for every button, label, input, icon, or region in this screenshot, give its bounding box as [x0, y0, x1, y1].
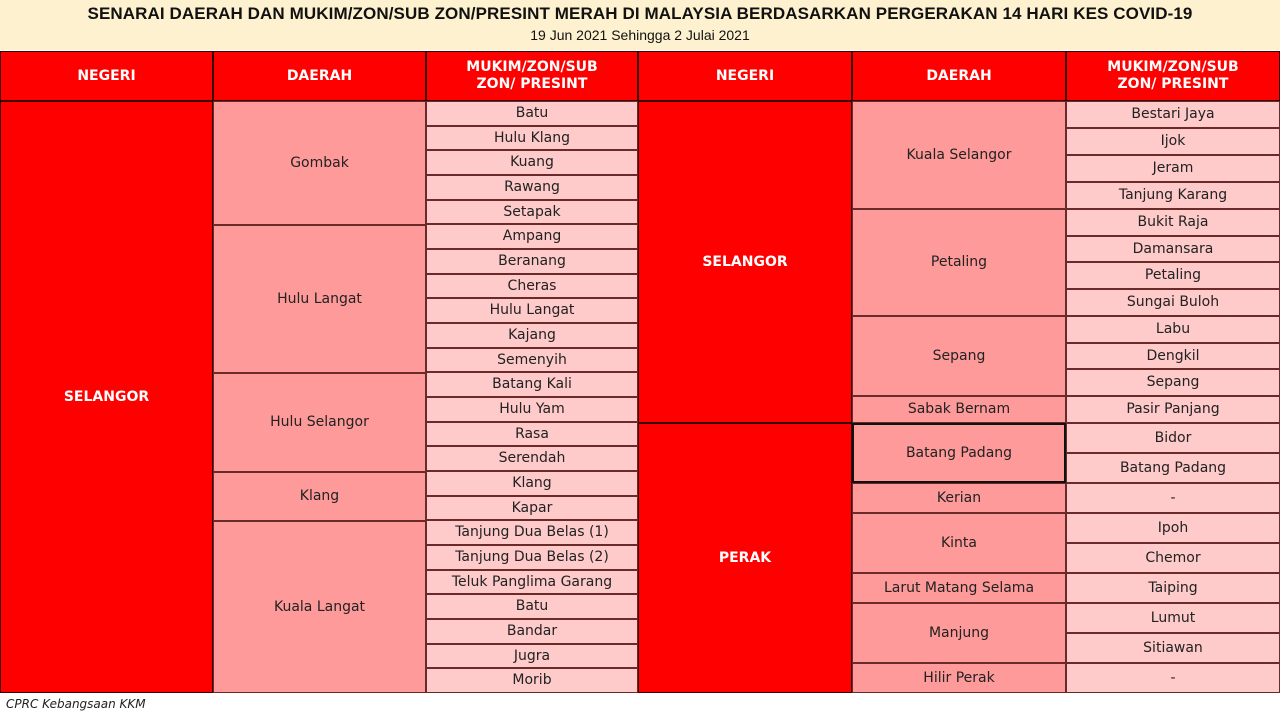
- mukim-cell: Sitiawan: [1066, 633, 1280, 663]
- mukim-cell: Hulu Langat: [426, 298, 638, 323]
- mukim-cell: Jeram: [1066, 155, 1280, 182]
- mukim-cell: Ampang: [426, 224, 638, 249]
- daerah-cell-klang: Klang: [213, 472, 426, 521]
- header-mukim-right: MUKIM/ZON/SUB ZON/ PRESINT: [1066, 51, 1280, 101]
- mukim-cell: Batang Kali: [426, 372, 638, 397]
- mukim-cell: Beranang: [426, 249, 638, 274]
- mukim-cell: Tanjung Karang: [1066, 182, 1280, 209]
- header-mukim-left: MUKIM/ZON/SUB ZON/ PRESINT: [426, 51, 638, 101]
- daerah-cell-kuala-selangor: Kuala Selangor: [852, 101, 1066, 209]
- mukim-cell: Labu: [1066, 316, 1280, 343]
- mukim-cell: Hulu Yam: [426, 397, 638, 422]
- daerah-cell-sabak-bernam: Sabak Bernam: [852, 396, 1066, 423]
- daerah-cell-sepang: Sepang: [852, 316, 1066, 396]
- mukim-cell: Sepang: [1066, 369, 1280, 396]
- daerah-cell-kuala-langat: Kuala Langat: [213, 521, 426, 693]
- header-daerah-left: DAERAH: [213, 51, 426, 101]
- page-subtitle: 19 Jun 2021 Sehingga 2 Julai 2021: [530, 27, 750, 43]
- mukim-cell: Morib: [426, 668, 638, 693]
- mukim-cell: Rasa: [426, 422, 638, 446]
- mukim-cell: Serendah: [426, 446, 638, 471]
- daerah-cell-petaling: Petaling: [852, 209, 1066, 316]
- mukim-cell: Pasir Panjang: [1066, 396, 1280, 423]
- mukim-cell: Bandar: [426, 619, 638, 644]
- mukim-cell: Petaling: [1066, 262, 1280, 289]
- mukim-cell: Tanjung Dua Belas (2): [426, 545, 638, 570]
- mukim-cell: Kapar: [426, 496, 638, 520]
- daerah-cell-hilir-perak: Hilir Perak: [852, 663, 1066, 693]
- mukim-cell: Taiping: [1066, 573, 1280, 603]
- mukim-cell: Kuang: [426, 150, 638, 175]
- mukim-cell: Chemor: [1066, 543, 1280, 573]
- mukim-cell: Batu: [426, 594, 638, 619]
- mukim-cell: Jugra: [426, 644, 638, 668]
- negeri-cell-selangor-right: SELANGOR: [638, 101, 852, 423]
- daerah-cell-larut-matang-selama: Larut Matang Selama: [852, 573, 1066, 603]
- mukim-cell: Bestari Jaya: [1066, 101, 1280, 128]
- header-daerah-right: DAERAH: [852, 51, 1066, 101]
- mukim-cell: Batu: [426, 101, 638, 126]
- mukim-cell: Teluk Panglima Garang: [426, 570, 638, 594]
- negeri-cell-selangor-left: SELANGOR: [0, 101, 213, 693]
- mukim-cell: -: [1066, 483, 1280, 513]
- mukim-cell: Tanjung Dua Belas (1): [426, 520, 638, 545]
- mukim-cell: Bidor: [1066, 423, 1280, 453]
- mukim-cell: Bukit Raja: [1066, 209, 1280, 236]
- daerah-cell-kerian: Kerian: [852, 483, 1066, 513]
- mukim-cell: Semenyih: [426, 348, 638, 372]
- daerah-cell-kinta: Kinta: [852, 513, 1066, 573]
- mukim-cell: Klang: [426, 471, 638, 496]
- header-negeri-left: NEGERI: [0, 51, 213, 101]
- mukim-cell: Damansara: [1066, 236, 1280, 262]
- daerah-cell-manjung: Manjung: [852, 603, 1066, 663]
- daerah-cell-gombak: Gombak: [213, 101, 426, 225]
- mukim-cell: Ipoh: [1066, 513, 1280, 543]
- negeri-cell-perak: PERAK: [638, 423, 852, 693]
- daerah-cell-batang-padang: Batang Padang: [852, 423, 1066, 483]
- mukim-cell: Rawang: [426, 175, 638, 200]
- footer-source: CPRC Kebangsaan KKM: [6, 697, 146, 711]
- mukim-cell: Batang Padang: [1066, 453, 1280, 483]
- mukim-cell: Cheras: [426, 274, 638, 298]
- mukim-cell: Setapak: [426, 200, 638, 224]
- daerah-cell-hulu-selangor: Hulu Selangor: [213, 373, 426, 472]
- mukim-cell: -: [1066, 663, 1280, 693]
- mukim-cell: Sungai Buloh: [1066, 289, 1280, 316]
- daerah-cell-hulu-langat: Hulu Langat: [213, 225, 426, 373]
- mukim-cell: Ijok: [1066, 128, 1280, 155]
- header-negeri-right: NEGERI: [638, 51, 852, 101]
- page-title: SENARAI DAERAH DAN MUKIM/ZON/SUB ZON/PRESINT MERAH DI MALAYSIA BERDASARKAN PERGERAKAN 14 HARI KES COVID-19: [87, 4, 1193, 23]
- mukim-cell: Lumut: [1066, 603, 1280, 633]
- mukim-cell: Hulu Klang: [426, 126, 638, 150]
- mukim-cell: Dengkil: [1066, 343, 1280, 369]
- mukim-cell: Kajang: [426, 323, 638, 348]
